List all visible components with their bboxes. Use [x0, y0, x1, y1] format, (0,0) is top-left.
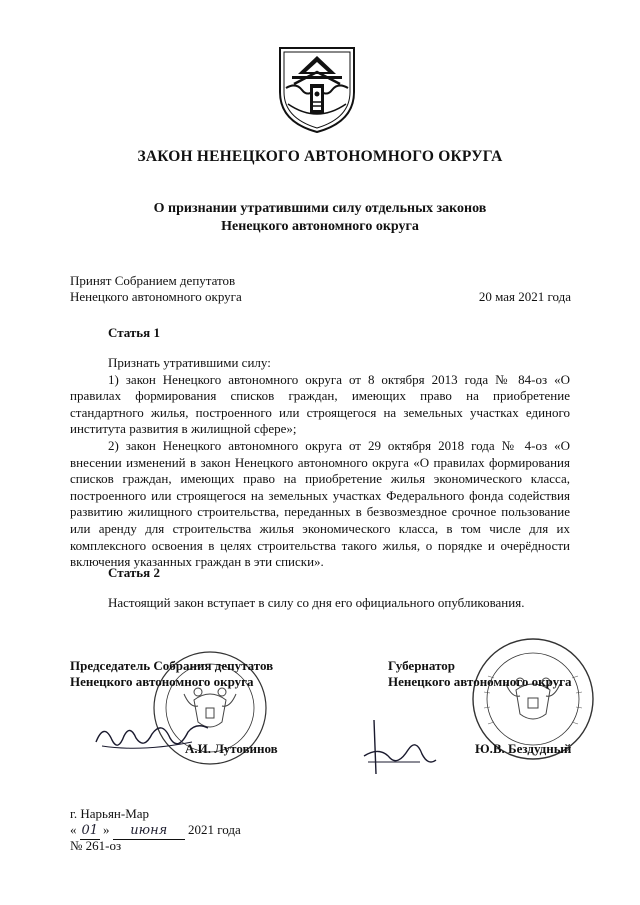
- article-1-item-2: 2) закон Ненецкого автономного округа от 29 октября 2018 года № 4-оз «О внесении изменений в закон Ненецкого автономного округа «О правилах формирования списков граждан, имеющих право на приобретение жилья экономического класса, построенного или строящегося на земельных участках Федерального фонда содействия развитию жилищного строительства, переданных в безвозмездное срочное пользование или аренду для строительства жилья экономического класса, в том числе для их комплексного освоения в целях строительства такого жилья, о порядке и очерёдности включения указанных граждан в эти списки».: [70, 437, 570, 570]
- date-day: 01: [81, 823, 99, 838]
- law-title: ЗАКОН НЕНЕЦКОГО АВТОНОМНОГО ОКРУГА: [137, 148, 503, 165]
- article-2-heading: Статья 2: [108, 565, 160, 580]
- left-title-line-1: Председатель Собрания депутатов: [70, 658, 274, 673]
- right-signatory-name: Ю.В. Бездудный: [475, 741, 572, 756]
- left-signatory-name: А.И. Лутовинов: [185, 741, 278, 756]
- date-year: 2021 года: [188, 822, 241, 837]
- article-2-body: [70, 595, 570, 612]
- article-1-heading: Статья 1: [108, 325, 160, 340]
- right-signatory-title: [388, 658, 572, 690]
- subtitle-line-2: Ненецкого автономного округа: [221, 219, 419, 234]
- right-handwritten-signature: [360, 716, 440, 776]
- adoption-line-2: Ненецкого автономного округа: [70, 289, 242, 304]
- article-1-intro: Признать утратившими силу:: [108, 355, 271, 370]
- article-1-body: [70, 355, 570, 571]
- law-number: № 261-оз: [70, 838, 122, 853]
- left-signatory-title: [70, 658, 273, 690]
- city-line: г. Нарьян-Мар: [70, 806, 150, 821]
- article-1-item-1: 1) закон Ненецкого автономного округа от 8 октября 2013 года № 84-оз «О правилах формирования списков граждан, имеющих право на приобретение стандартного жилья, построенного или строящегося на земельных участках единого института развития в жилищной сфере»;: [70, 371, 570, 437]
- date-quote-open: «: [70, 822, 77, 837]
- adoption-date: 20 мая 2021 года: [478, 289, 571, 304]
- left-title-line-2: Ненецкого автономного округа: [70, 674, 254, 689]
- adoption-line-1: Принят Собранием депутатов: [70, 273, 236, 288]
- right-title-line-1: Губернатор: [388, 658, 456, 673]
- article-2-text: Настоящий закон вступает в силу со дня его официального опубликования.: [108, 595, 525, 610]
- right-title-line-2: Ненецкого автономного округа: [388, 674, 572, 689]
- date-month: июня: [113, 823, 185, 840]
- coat-of-arms-emblem: [276, 44, 358, 134]
- subtitle-line-1: О признании утратившими силу отдельных законов: [153, 201, 487, 216]
- law-subtitle: [0, 200, 640, 236]
- date-quote-close: »: [103, 822, 110, 837]
